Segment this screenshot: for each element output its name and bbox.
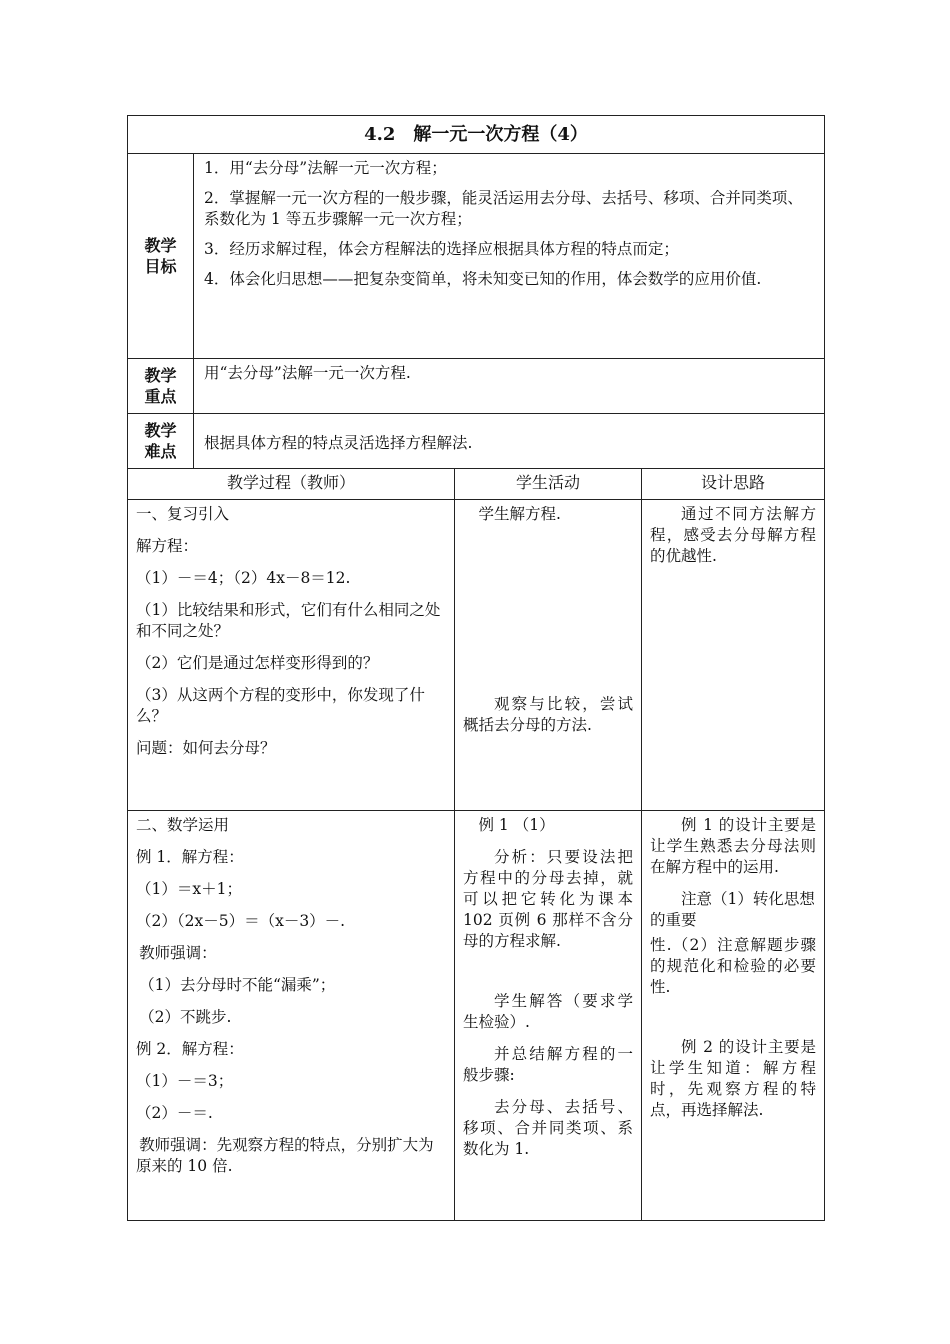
section1-row [128, 500, 825, 811]
difficulty-row [128, 414, 825, 469]
page-title: 4.2 解一元一次方程（4） [128, 116, 825, 154]
section1-student: 学生解方程. 观察与比较，尝试概括去分母的方法. [455, 500, 642, 811]
section1-design: 通过不同方法解方程，感受去分母解方程的优越性. [642, 500, 825, 811]
section-heading: 二、数学运用 [136, 816, 230, 834]
difficulty-text: 根据具体方程的特点灵活选择方程解法. [194, 414, 825, 469]
objectives-content [194, 154, 825, 359]
objective-item: 1．用“去分母”法解一元一次方程； [204, 159, 447, 177]
objective-item: 3．经历求解过程，体会方程解法的选择应根据具体方程的特点而定； [204, 240, 679, 258]
section2-teacher: 二、数学运用 例 1．解方程： （1）＝x＋1； （2）（2x－5）＝（x－3）－. 教师强调： （1）去分母时不能“漏乘”； （2）不跳步. 例 2．解方程： （1）－＝3； （2）－＝. 教师强调：先观察方程的特点，分别扩大为原来的 10 倍. [128, 811, 455, 1221]
objective-item: 2．掌握解一元一次方程的一般步骤，能灵活运用去分母、去括号、移项、合并同类项、系数化为 1 等五步骤解一元一次方程； [204, 189, 803, 228]
header-teacher: 教学过程（教师） [128, 469, 455, 500]
header-student: 学生活动 [455, 469, 642, 500]
objective-item: 4．体会化归思想——把复杂变简单，将未知变已知的作用，体会数学的应用价值. [204, 270, 762, 288]
key-point-row [128, 359, 825, 414]
section2-student: 例 1 （1） 分析：只要设法把方程中的分母去掉，就可以把它转化为课本 102 页例 6 那样不含分母的方程求解. 学生解答（要求学生检验）. 并总结解方程的一般步骤: 去分母、去括号、移项、合并同类项、系数化为 1. [455, 811, 642, 1221]
difficulty-label: 教学 难点 [128, 414, 194, 469]
section-heading: 一、复习引入 [136, 505, 230, 523]
section1-teacher: 一、复习引入 解方程： （1）－＝4；（2）4x－8＝12. （1）比较结果和形式，它们有什么相同之处和不同之处？ （2）它们是通过怎样变形得到的？ （3）从这两个方程的变形中，你发现了什么？ 问题：如何去分母？ [128, 500, 455, 811]
header-row [128, 469, 825, 500]
objectives-label: 教学 目标 [128, 154, 194, 359]
section2-row [128, 811, 825, 1221]
lesson-table [127, 115, 825, 1221]
objectives-row [128, 154, 825, 359]
header-design: 设计思路 [642, 469, 825, 500]
key-point-text: 用“去分母”法解一元一次方程. [194, 359, 825, 414]
key-point-label: 教学 重点 [128, 359, 194, 414]
section2-design: 例 1 的设计主要是让学生熟悉去分母法则在解方程中的运用. 注意（1）转化思想的重要 性.（2）注意解题步骤的规范化和检验的必要性. 例 2 的设计主要是让学生知道：解方程时，先观察方程的特点，再选择解法. [642, 811, 825, 1221]
lesson-plan [127, 115, 824, 1221]
